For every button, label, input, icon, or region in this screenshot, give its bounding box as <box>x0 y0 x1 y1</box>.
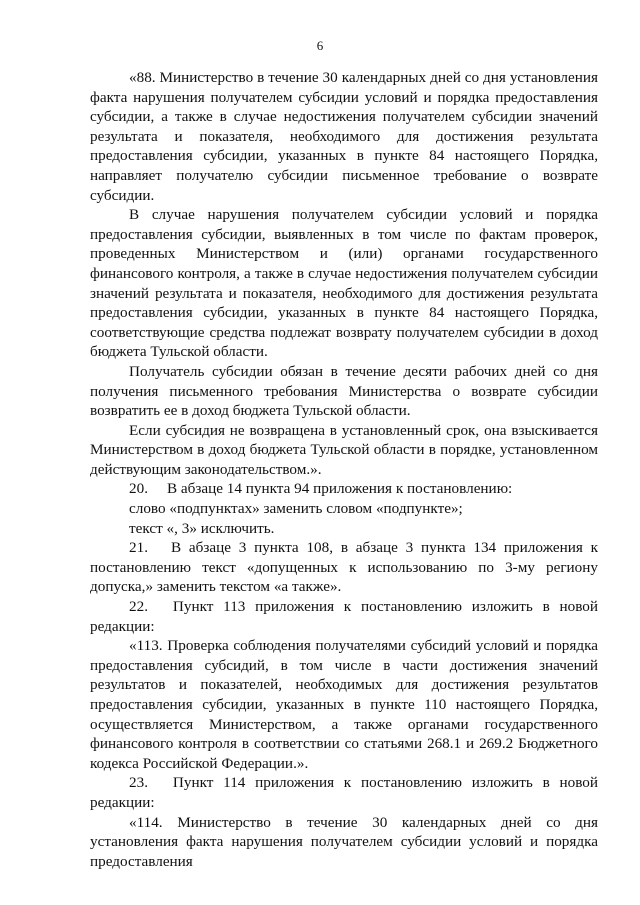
paragraph-114: «114. Министерство в течение 30 календарных дней со дня установления факта нарушения получателем субсидии условий и порядка предоставления <box>90 813 598 870</box>
item-20-word-replace: слово «подпунктах» заменить словом «подпункте»; <box>129 500 463 518</box>
item-22: 22. Пункт 113 приложения к постановлению изложить в новой редакции: <box>90 598 598 635</box>
page-number: 6 <box>316 38 324 53</box>
item-23: 23. Пункт 114 приложения к постановлению изложить в новой редакции: <box>90 774 598 811</box>
paragraph-113: «113. Проверка соблюдения получателями субсидий условий и порядка предоставления субсидий, в том числе в части достижения значений результатов и показателей, необходимых для достижения результатов предоставления субсидии, указанных в пункте 110 настоящего Порядка, осуществляется Министерством, а также органами государственного финансового контроля в соответствии со статьями 268.1 и 269.2 Бюджетного кодекса Российской Федерации.». <box>90 637 598 772</box>
paragraph-violation: В случае нарушения получателем субсидии условий и порядка предоставления субсидии, выявленных в том числе по фактам проверок, проведенных Министерством и (или) органами государственного финансового контроля, а также в случае недостижения получателем субсидии значений результата и показателя, необходимого для достижения результата предоставления субсидии, указанных в пункте 84 настоящего Порядка, соответствующие средства подлежат возврату получателем субсидии в доход бюджета Тульской области. <box>90 206 598 361</box>
paragraph-88: «88. Министерство в течение 30 календарных дней со дня установления факта нарушения получателем субсидии условий и порядка предоставления субсидии, а также в случае недостижения получателем субсидии значений результата и показателя, необходимого для достижения результата предоставления субсидии, указанных в пункте 84 настоящего Порядка, направляет получателю субсидии письменное требование о возврате субсидии. <box>90 69 598 204</box>
item-21: 21. В абзаце 3 пункта 108, в абзаце 3 пункта 134 приложения к постановлению текст «допущенных к использованию по 3-му региону допуска,» заменить текстом «а также». <box>90 539 598 596</box>
paragraph-return-obligation: Получатель субсидии обязан в течение десяти рабочих дней со дня получения письменного требования Министерства о возврате субсидии возвратить ее в доход бюджета Тульской области. <box>90 362 598 420</box>
document-body <box>90 68 598 871</box>
item-20: 20. В абзаце 14 пункта 94 приложения к постановлению: <box>129 480 513 498</box>
paragraph-collection: Если субсидия не возвращена в установленный срок, она взыскивается Министерством в доход бюджета Тульской области в порядке, установленном действующим законодательством.». <box>90 421 598 478</box>
item-20-text-remove: текст «, 3» исключить. <box>129 519 275 537</box>
